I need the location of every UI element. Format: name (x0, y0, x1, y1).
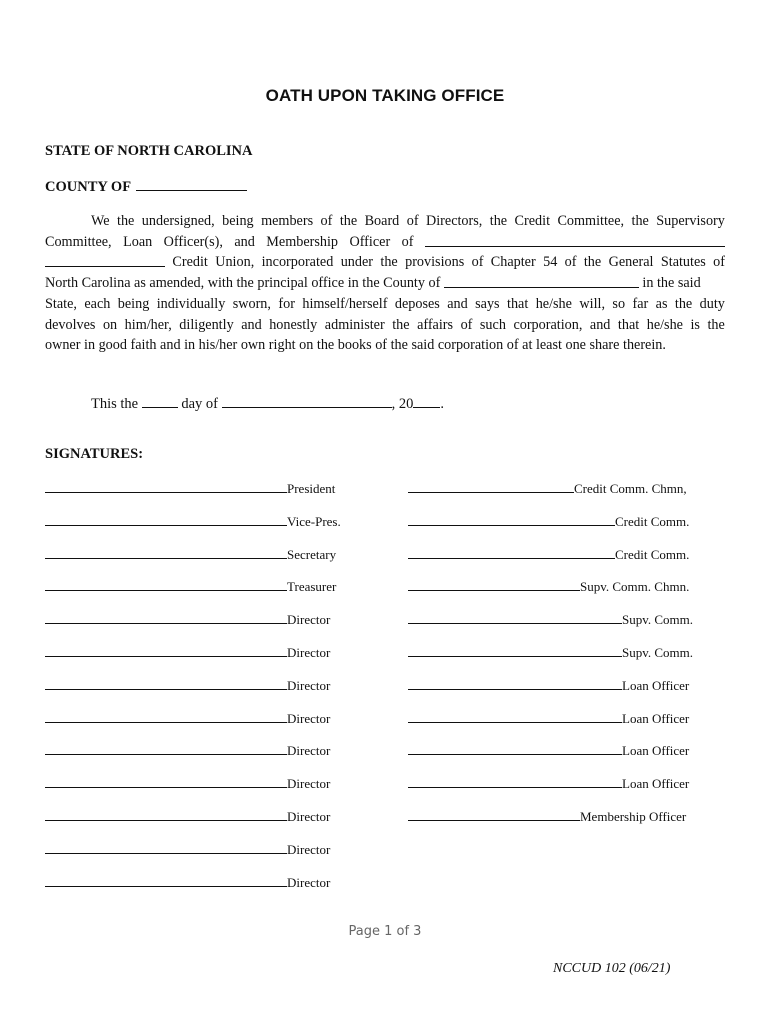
oath-word: Chapter (490, 254, 536, 271)
oath-word: administer (324, 316, 385, 333)
oath-word: deposes (394, 295, 440, 312)
oath-line-4-post: in the said (638, 275, 701, 292)
state-line: STATE OF NORTH CAROLINA (45, 143, 253, 159)
oath-word: he/she (535, 295, 572, 312)
oath-word: the (707, 316, 725, 333)
date-period: . (440, 396, 445, 412)
oath-word: of (401, 233, 414, 250)
signature-line-right (408, 711, 689, 727)
signature-title: Supv. Comm. (622, 645, 694, 660)
oath-word: the (674, 295, 693, 312)
signature-line-left (45, 612, 330, 628)
oath-word: Supervisory (656, 213, 725, 229)
signature-title: Loan Officer (622, 743, 690, 759)
signature-line-left (45, 875, 330, 891)
oath-line-4-pre: North Carolina as amended, with the principal office in the County of (45, 275, 444, 292)
month-field[interactable] (222, 393, 392, 408)
oath-word: being (117, 295, 150, 312)
signature-line-right (408, 809, 686, 825)
oath-word: and (241, 316, 262, 333)
signature-title: Supv. Comm. Chmn. (580, 579, 690, 595)
oath-word: 54 (543, 254, 558, 271)
year-prefix: , 20 (391, 396, 414, 412)
oath-word: the (117, 213, 135, 229)
signature-line-right (408, 612, 693, 628)
signature-line-right (408, 743, 689, 759)
signature-field[interactable] (408, 809, 580, 821)
oath-word: as (655, 295, 668, 312)
signature-line-right (408, 579, 689, 595)
oath-word: corporation, (513, 316, 583, 333)
signature-title: Director (287, 677, 331, 693)
credit-union-name-field-cont[interactable] (45, 252, 165, 267)
signature-title: Supv. Comm. (622, 612, 694, 628)
signature-field[interactable] (408, 481, 574, 493)
signature-line-right (408, 678, 689, 694)
oath-word: will, (579, 295, 605, 312)
oath-word: for (278, 295, 295, 312)
signature-field[interactable] (408, 743, 622, 755)
oath-word: Directors, (425, 213, 483, 229)
signature-line-left (45, 711, 330, 727)
signature-line-left (45, 809, 330, 825)
oath-word: affairs (417, 316, 454, 333)
signature-line-right (408, 481, 687, 497)
signature-title: Director (287, 645, 331, 660)
signature-field[interactable] (45, 875, 287, 887)
form-code: NCCUD 102 (06/21) (553, 961, 671, 976)
oath-word: far (632, 295, 649, 312)
oath-word: Loan (123, 233, 153, 250)
signature-line-left (45, 547, 336, 563)
county-line (45, 178, 247, 196)
oath-word: the (583, 254, 602, 271)
oath-line-4 (45, 273, 725, 294)
oath-word: Committee, (45, 233, 112, 250)
signature-title: Credit Comm. Chmn, (574, 481, 687, 496)
signature-title: Credit Comm. (615, 513, 690, 529)
oath-word: Union, (215, 254, 255, 271)
oath-word: We (91, 213, 110, 229)
signature-field[interactable] (45, 743, 287, 755)
oath-word: that (507, 295, 529, 312)
oath-word: that (617, 316, 640, 333)
oath-line-7 (45, 335, 725, 356)
signature-line-right (408, 547, 689, 563)
signature-field[interactable] (45, 645, 287, 657)
day-field[interactable] (142, 393, 178, 408)
signature-field[interactable] (45, 809, 287, 821)
oath-word: provisions (405, 254, 465, 271)
oath-word: undersigned, (141, 213, 215, 229)
oath-paragraph (45, 211, 725, 356)
signature-field[interactable] (45, 579, 287, 591)
oath-word: devolves (45, 316, 96, 333)
page-number: Page 1 of 3 (348, 924, 422, 939)
document-title: OATH UPON TAKING OFFICE (265, 86, 505, 105)
oath-word: Committee, (557, 213, 625, 229)
oath-word: and (234, 233, 255, 250)
oath-word: each (84, 295, 111, 312)
oath-word: the (339, 213, 358, 229)
signature-line-left (45, 481, 335, 497)
signatures-heading: SIGNATURES: (45, 446, 144, 462)
oath-word: Membership (266, 233, 339, 250)
oath-word: Officer(s), (163, 233, 223, 250)
signature-title: Credit Comm. (615, 546, 690, 562)
signature-title: Loan Officer (622, 710, 690, 726)
oath-line-7-text: owner in good faith and in his/her own right on the books of the said corporation of at least one share therein. (45, 337, 666, 354)
oath-word: duty (699, 295, 725, 312)
oath-word: the (392, 316, 410, 333)
oath-word: Credit (514, 213, 551, 229)
signature-field[interactable] (408, 514, 615, 526)
signature-title: Director (287, 743, 331, 759)
signature-title: Loan Officer (622, 776, 690, 792)
oath-word: Officer (349, 233, 391, 250)
county-blank-field[interactable] (136, 178, 247, 191)
oath-word: himself/herself (302, 295, 388, 312)
this-the-label: This the (91, 396, 139, 412)
oath-word: and (589, 316, 611, 333)
oath-word: on (102, 316, 118, 333)
signature-field[interactable] (45, 711, 287, 723)
oath-line-6 (45, 315, 725, 336)
oath-word: the (489, 213, 508, 229)
oath-word: of (564, 254, 577, 271)
signature-title: Director (287, 841, 331, 857)
oath-word: such (479, 316, 506, 333)
year-field[interactable] (413, 393, 440, 408)
signature-field[interactable] (45, 842, 287, 854)
signature-field[interactable] (408, 579, 580, 591)
principal-office-county-field[interactable] (444, 273, 639, 288)
oath-word: of (406, 213, 419, 229)
signature-field[interactable] (45, 678, 287, 690)
oath-line-5 (45, 294, 725, 315)
signature-field[interactable] (408, 612, 622, 624)
oath-line-3 (45, 252, 725, 273)
oath-word: members (261, 213, 314, 229)
oath-word: of (460, 316, 473, 333)
oath-word: him/her, (124, 316, 172, 333)
oath-word: individually (156, 295, 226, 312)
oath-word: Credit (172, 254, 208, 271)
signature-title: President (287, 481, 336, 496)
signature-line-left (45, 842, 330, 858)
signature-title: Director (287, 874, 331, 890)
signature-title: Director (287, 776, 331, 792)
oath-line-2 (45, 232, 725, 253)
signature-line-right (408, 776, 689, 792)
county-label: COUNTY OF (45, 179, 131, 195)
signature-title: Director (287, 809, 331, 824)
signature-field[interactable] (408, 547, 615, 559)
oath-line-1 (45, 211, 725, 232)
signature-field[interactable] (408, 678, 622, 690)
oath-word: sworn, (232, 295, 271, 312)
oath-word: incorporated (261, 254, 334, 271)
signature-title: Vice-Pres. (287, 513, 341, 529)
oath-word: honestly (269, 316, 318, 333)
oath-word: the (631, 213, 649, 229)
oath-word: and (447, 295, 468, 312)
day-of-label: day of (181, 396, 219, 412)
date-line (91, 393, 444, 413)
signature-field[interactable] (408, 776, 622, 788)
oath-word: Board (364, 213, 400, 229)
oath-word: General (608, 254, 654, 271)
signature-title: Director (287, 710, 331, 726)
signature-line-left (45, 678, 330, 694)
oath-word: under (340, 254, 373, 271)
oath-word: so (612, 295, 626, 312)
signature-line-left (45, 514, 341, 530)
oath-word: says (475, 295, 500, 312)
signature-field[interactable] (45, 776, 287, 788)
signature-field[interactable] (408, 711, 622, 723)
oath-word: he/she (646, 316, 683, 333)
signature-title: Membership Officer (580, 809, 687, 824)
oath-word: of (713, 254, 725, 271)
signature-field[interactable] (45, 514, 287, 526)
signature-line-right (408, 645, 693, 661)
signature-line-left (45, 743, 330, 759)
oath-word: Statutes (660, 254, 706, 271)
oath-word: of (471, 254, 484, 271)
oath-word: being (222, 213, 254, 229)
oath-word: is (690, 316, 700, 333)
signature-title: Loan Officer (622, 677, 690, 693)
oath-word: State, (45, 295, 77, 312)
signature-field[interactable] (45, 547, 287, 559)
credit-union-name-field[interactable] (425, 232, 725, 247)
oath-word: the (380, 254, 398, 271)
signature-field[interactable] (45, 612, 287, 624)
signature-line-left (45, 579, 336, 595)
signature-line-left (45, 645, 330, 661)
signature-line-right (408, 514, 689, 530)
signature-title: Secretary (287, 546, 337, 562)
oath-word: diligently (179, 316, 234, 333)
signature-line-left (45, 776, 330, 792)
signature-title: Treasurer (287, 579, 337, 595)
signature-title: Director (287, 612, 331, 628)
signature-field[interactable] (408, 645, 622, 657)
oath-word: of (320, 213, 333, 229)
signature-field[interactable] (45, 481, 287, 493)
